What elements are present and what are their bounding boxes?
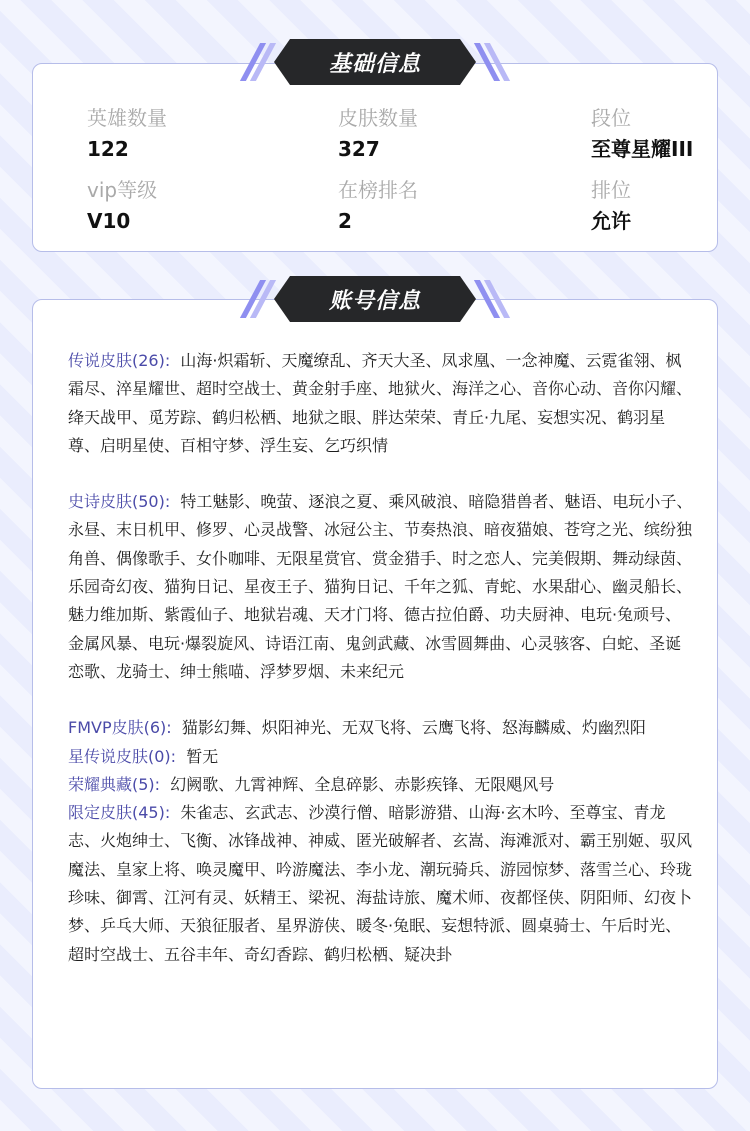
stat-leaderboard-rank	[338, 176, 591, 236]
account-info-header	[250, 276, 500, 322]
section-glory-collection	[68, 771, 693, 799]
section-label: 荣耀典藏(5):	[68, 774, 161, 794]
banner-stripes-left	[250, 43, 276, 81]
stat-rank-tier	[591, 104, 697, 164]
stat-hero-count	[87, 104, 338, 164]
section-text: 暂无	[186, 746, 219, 766]
section-epic-skins	[68, 488, 693, 686]
section-text: 山海·炽霜斩、天魔缭乱、齐天大圣、凤求凰、一念神魔、云霓雀翎、枫霜尽、淬星耀世、超时空战士、黄金射手座、地狱火、海洋之心、音你心动、音你闪耀、绛天战甲、觅芳踪、鹤归松栖、地狱之眼、胖达荣荣、青丘·九尾、妄想实况、鹤羽星尊、启明星使、百相守梦、浮生妄、乞巧织情	[68, 351, 693, 455]
stat-ranked-allowed	[591, 176, 697, 236]
section-label: FMVP皮肤(6):	[68, 718, 172, 738]
section-label: 史诗皮肤(50):	[68, 492, 171, 512]
stat-vip-level	[87, 176, 338, 236]
section-star-legend-skins	[68, 743, 693, 771]
stat-value: 允许	[591, 209, 631, 233]
stat-value: 2	[338, 209, 352, 233]
basic-info-title: 基础信息	[328, 51, 421, 77]
stat-label: 在榜排名	[338, 178, 418, 202]
section-limited-skins	[68, 799, 693, 969]
stat-label: 英雄数量	[87, 106, 167, 130]
stat-label: vip等级	[87, 178, 158, 202]
stat-value: 122	[87, 137, 129, 161]
stat-value: 327	[338, 137, 380, 161]
banner-stripes-right	[474, 43, 500, 81]
basic-info-card	[32, 63, 718, 252]
section-text: 幻阙歌、九霄神辉、全息碎影、赤影疾锋、无限飓风号	[170, 774, 555, 794]
section-text: 猫影幻舞、炽阳神光、无双飞将、云鹰飞将、怒海麟威、灼幽烈阳	[181, 718, 646, 738]
section-label: 传说皮肤(26):	[68, 351, 171, 370]
banner-stripes-right	[474, 280, 500, 318]
section-label: 星传说皮肤(0):	[68, 746, 177, 766]
basic-info-header	[250, 39, 500, 85]
section-fmvp-skins	[68, 714, 693, 742]
basic-stats-grid	[87, 104, 697, 236]
account-info-card	[32, 299, 718, 1089]
stat-label: 段位	[591, 106, 631, 130]
account-info-title: 账号信息	[328, 288, 421, 314]
section-legend-skins	[68, 347, 693, 460]
account-info-body	[68, 347, 693, 969]
stat-label: 排位	[591, 178, 631, 202]
banner-stripes-left	[250, 280, 276, 318]
section-text: 朱雀志、玄武志、沙漠行僧、暗影游猎、山海·玄木吟、至尊宝、青龙志、火炮绅士、飞衡、冰锋战神、神威、匿光破解者、玄嵩、海滩派对、霸王别姬、驭风魔法、皇家上将、唤灵魔甲、吟游魔法、李小龙、潮玩骑兵、游园惊梦、落雪兰心、玲珑珍味、御霄、江河有灵、妖精王、梁祝、海盐诗旅、魔术师、夜都怪侠、阴阳师、幻夜卜梦、乒乓大师、天狼征服者、星界游侠、暖冬·兔眠、妄想特派、圆桌骑士、午后时光、超时空战士、五谷丰年、奇幻香踪、鹤归松栖、疑决卦	[68, 803, 693, 964]
stat-skin-count	[338, 104, 591, 164]
stat-value: V10	[87, 209, 131, 233]
section-text: 特工魅影、晚萤、逐浪之夏、乘风破浪、暗隐猎兽者、魅语、电玩小子、永昼、末日机甲、修罗、心灵战警、冰冠公主、节奏热浪、暗夜猫娘、苍穹之光、缤纷独角兽、偶像歌手、女仆咖啡、无限星赏官、赏金猎手、时之恋人、完美假期、舞动绿茵、乐园奇幻夜、猫狗日记、星夜王子、猫狗日记、千年之狐、青蛇、水果甜心、幽灵船长、魅力维加斯、紫霞仙子、地狱岩魂、天才门将、德古拉伯爵、功夫厨神、电玩·兔顽号、金属风暴、电玩·爆裂旋风、诗语江南、鬼剑武藏、冰雪圆舞曲、心灵骇客、白蛇、圣诞恋歌、龙骑士、绅士熊喵、浮梦罗烟、未来纪元	[68, 492, 693, 681]
stat-value: 至尊星耀III	[591, 137, 694, 161]
section-label: 限定皮肤(45):	[68, 803, 171, 823]
stat-label: 皮肤数量	[338, 106, 418, 130]
